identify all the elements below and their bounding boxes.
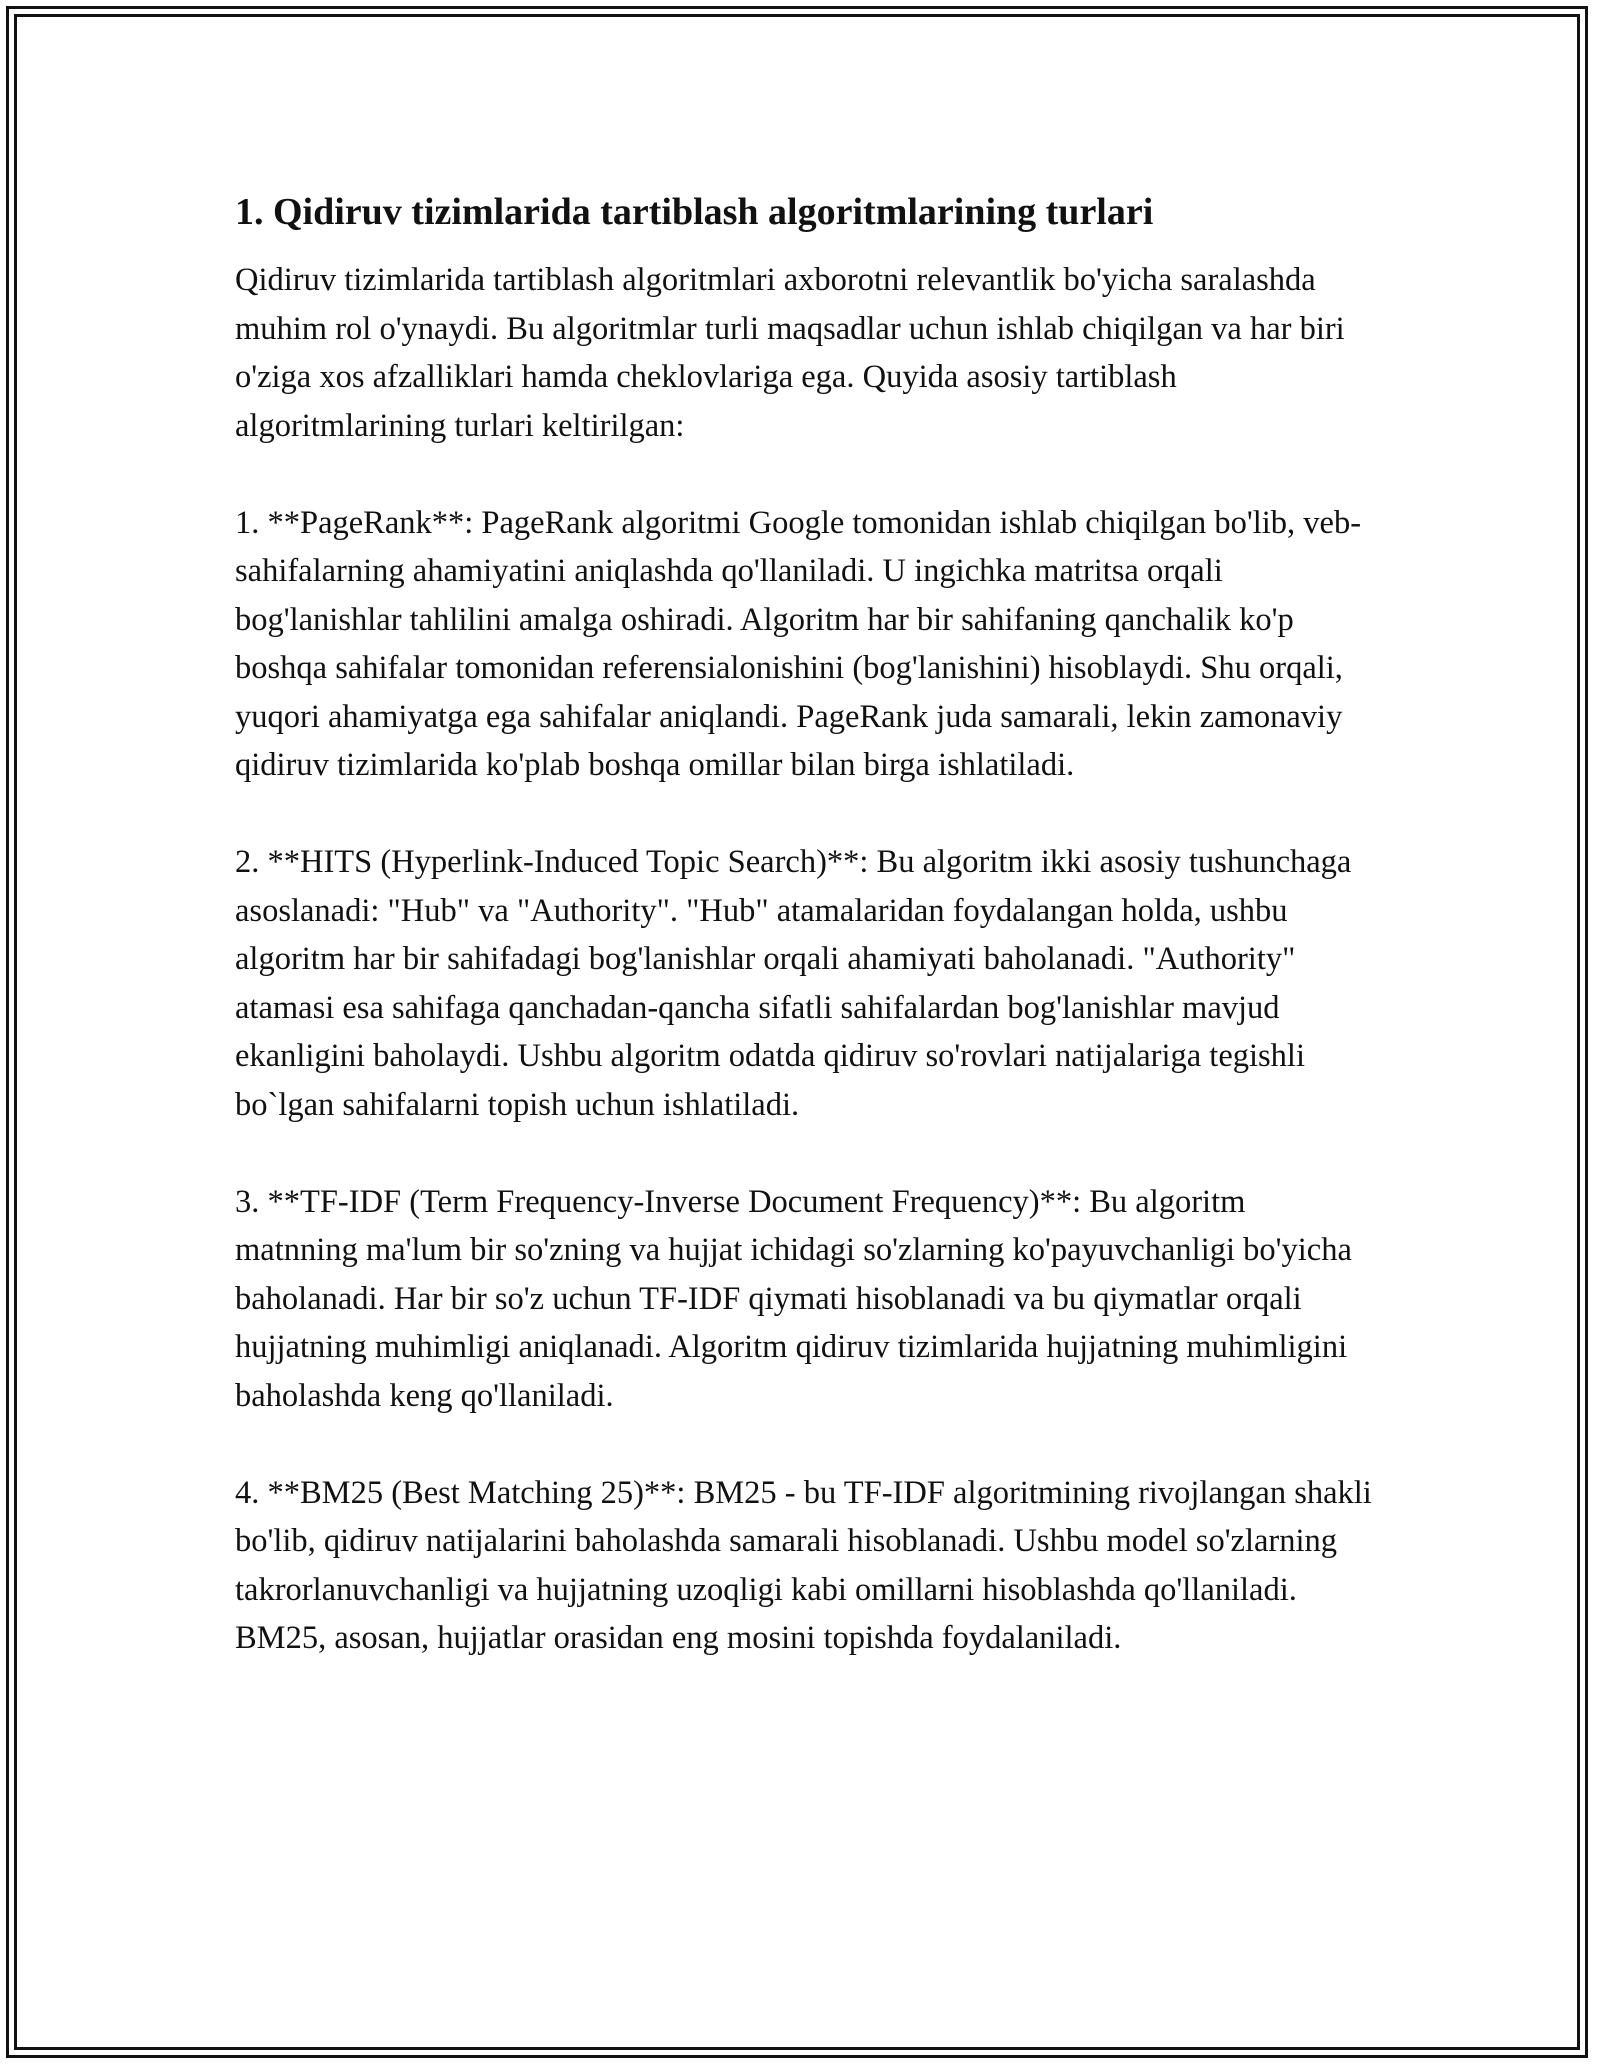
pagerank-paragraph: 1. **PageRank**: PageRank algoritmi Google tomonidan ishlab chiqilgan bo'lib, veb-sahifalarning ahamiyatini aniqlashda qo'llaniladi. U ingichka matritsa orqali bog'lanishlar tahlilini amalga oshiradi. Algoritm har bir sahifaning qanchalik ko'p boshqa sahifalar tomonidan referensialonishini (bog'lanishini) hisoblaydi. Shu orqali, yuqori ahamiyatga ega sahifalar aniqlandi. PageRank juda samarali, lekin zamonaviy qidiruv tizimlarida ko'plab boshqa omillar bilan birga ishlatiladi. [235,504,1362,783]
bm25-paragraph: 4. **BM25 (Best Matching 25)**: BM25 - bu TF-IDF algoritmining rivojlangan shakli bo'lib, qidiruv natijalarini baholashda samarali hisoblanadi. Ushbu model so'zlarning takrorlanuvchanligi va hujjatning uzoqligi kabi omillarni hisoblashda qo'llaniladi. BM25, asosan, hujjatlar orasidan eng mosini topishda foydalaniladi. [235,1474,1372,1656]
paragraph-gap [235,790,1375,839]
tfidf-paragraph: 3. **TF-IDF (Term Frequency-Inverse Document Frequency)**: Bu algoritm matnning ma'lum bir so'zning va hujjat ichidagi so'zlarning ko'payuvchanligi bo'yicha baholanadi. Har bir so'z uchun TF-IDF qiymati hisoblanadi va bu qiymatlar orqali hujjatning muhimligi aniqlanadi. Algoritm qidiruv tizimlarida hujjatning muhimligini baholashda keng qo'llaniladi. [235,1183,1352,1414]
intro-paragraph: Qidiruv tizimlarida tartiblash algoritmlari axborotni relevantlik bo'yicha saralashda muhim rol o'ynaydi. Bu algoritmlar turli maqsadlar uchun ishlab chiqilgan va har biri o'ziga xos afzalliklari hamda cheklovlariga ega. Quyida asosiy tartiblash algoritmlarining turlari keltirilgan: [235,262,1345,444]
paragraph-gap [235,1420,1375,1469]
document-body [235,186,1375,1663]
hits-paragraph: 2. **HITS (Hyperlink-Induced Topic Search)**: Bu algoritm ikki asosiy tushunchaga asoslanadi: "Hub" va "Authority". "Hub" atamalaridan foydalangan holda, ushbu algoritm har bir sahifadagi bog'lanishlar orqali ahamiyati baholanadi. "Authority" atamasi esa sahifaga qanchadan-qancha sifatli sahifalardan bog'lanishlar mavjud ekanligini baholaydi. Ushbu algoritm odatda qidiruv so'rovlari natijalariga tegishli bo`lgan sahifalarni topish uchun ishlatiladi. [235,844,1352,1123]
paragraph-gap [235,450,1375,499]
paragraph-gap [235,1129,1375,1178]
page-title: 1. Qidiruv tizimlarida tartiblash algoritmlarining turlari [235,191,1154,233]
